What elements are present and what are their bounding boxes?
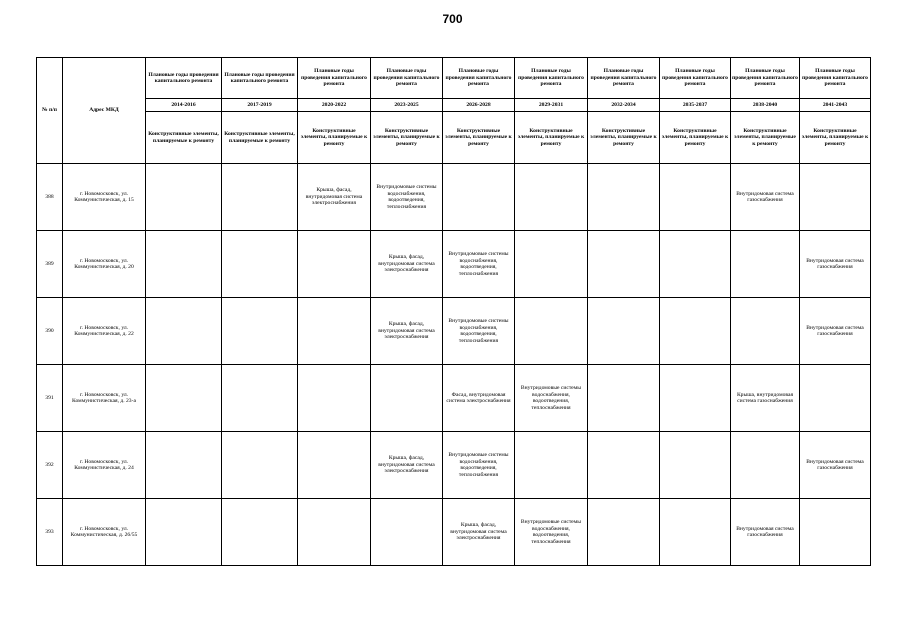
header-row-planned-years — [37, 58, 871, 99]
table-cell — [515, 231, 588, 298]
header-row-periods — [37, 99, 871, 112]
table-cell — [588, 298, 660, 365]
period-header: 2020-2022 — [298, 99, 371, 112]
elements-header: Конструктивные элементы, планируемые к ремонту — [146, 112, 222, 164]
period-header: 2026-2028 — [443, 99, 515, 112]
row-number: 393 — [37, 499, 63, 566]
planned-years-header: Плановые годы проведения капитального ремонта — [800, 58, 871, 99]
table-cell — [298, 432, 371, 499]
table-cell — [146, 365, 222, 432]
table-cell: Внутридомовая система газоснабжения — [731, 164, 800, 231]
table-cell — [222, 499, 298, 566]
planned-years-header: Плановые годы проведения капитального ремонта — [443, 58, 515, 99]
elements-header: Конструктивные элементы, планируемые к ремонту — [588, 112, 660, 164]
table-row — [37, 499, 871, 566]
table-cell — [222, 164, 298, 231]
table-row — [37, 432, 871, 499]
row-number: 392 — [37, 432, 63, 499]
table-cell — [146, 164, 222, 231]
table-cell — [515, 164, 588, 231]
row-number: 388 — [37, 164, 63, 231]
planned-years-header: Плановые годы проведения капитального ремонта — [146, 58, 222, 99]
elements-header: Конструктивные элементы, планируемые к ремонту — [443, 112, 515, 164]
row-number: 391 — [37, 365, 63, 432]
table-cell — [660, 499, 731, 566]
planned-years-header: Плановые годы проведения капитального ремонта — [298, 58, 371, 99]
table-cell: Внутридомовая система газоснабжения — [800, 298, 871, 365]
period-header: 2029-2031 — [515, 99, 588, 112]
table-cell: Фасад, внутридомовая система электроснабжения — [443, 365, 515, 432]
table-cell — [731, 432, 800, 499]
table-cell — [146, 231, 222, 298]
row-number: 390 — [37, 298, 63, 365]
row-address: г. Новомосковск, ул. Коммунистическая, д. 15 — [63, 164, 146, 231]
table-cell — [515, 432, 588, 499]
table-row — [37, 164, 871, 231]
table-cell — [371, 499, 443, 566]
planned-years-header: Плановые годы проведения капитального ремонта — [515, 58, 588, 99]
table-cell: Крыша, фасад, внутридомовая система электроснабжения — [371, 298, 443, 365]
table-cell — [443, 164, 515, 231]
planned-years-header: Плановые годы проведения капитального ремонта — [731, 58, 800, 99]
table-cell — [731, 298, 800, 365]
table-cell: Внутридомовая система газоснабжения — [800, 432, 871, 499]
table-cell: Крыша, фасад, внутридомовая система электроснабжения — [371, 432, 443, 499]
table-cell: Внутридомовые системы водоснабжения, водоотведения, теплоснабжения — [371, 164, 443, 231]
table-cell — [222, 365, 298, 432]
elements-header: Конструктивные элементы, планируемые к ремонту — [660, 112, 731, 164]
row-address: г. Новомосковск, ул. Коммунистическая, д. 20 — [63, 231, 146, 298]
elements-header: Конструктивные элементы, планируемые к ремонту — [731, 112, 800, 164]
table-cell — [146, 298, 222, 365]
elements-header: Конструктивные элементы, планируемые к ремонту — [800, 112, 871, 164]
table-cell — [660, 298, 731, 365]
elements-header: Конструктивные элементы, планируемые к ремонту — [515, 112, 588, 164]
table-row — [37, 365, 871, 432]
table-cell — [298, 231, 371, 298]
period-header: 2035-2037 — [660, 99, 731, 112]
table-cell: Крыша, фасад, внутридомовая система электроснабжения — [298, 164, 371, 231]
table-cell — [588, 432, 660, 499]
table-cell: Внутридомовые системы водоснабжения, водоотведения, теплоснабжения — [443, 432, 515, 499]
table-cell — [222, 231, 298, 298]
table-cell — [588, 499, 660, 566]
table-cell: Внутридомовые системы водоснабжения, водоотведения, теплоснабжения — [515, 365, 588, 432]
planned-years-header: Плановые годы проведения капитального ремонта — [588, 58, 660, 99]
period-header: 2017-2019 — [222, 99, 298, 112]
period-header: 2014-2016 — [146, 99, 222, 112]
elements-header: Конструктивные элементы, планируемые к ремонту — [298, 112, 371, 164]
row-address: г. Новомосковск, ул. Коммунистическая, д. 23-а — [63, 365, 146, 432]
row-address: г. Новомосковск, ул. Коммунистическая, д. 24 — [63, 432, 146, 499]
table-cell — [371, 365, 443, 432]
table-cell — [222, 298, 298, 365]
table-cell — [800, 499, 871, 566]
table-cell — [588, 164, 660, 231]
table-cell — [222, 432, 298, 499]
row-number: 389 — [37, 231, 63, 298]
column-header-number: № п/п — [37, 58, 63, 164]
table-cell: Внутридомовая система газоснабжения — [800, 231, 871, 298]
table-cell — [660, 365, 731, 432]
table-cell: Внутридомовые системы водоснабжения, водоотведения, теплоснабжения — [443, 231, 515, 298]
table-cell — [298, 365, 371, 432]
table-row — [37, 298, 871, 365]
table-cell — [298, 499, 371, 566]
header-row-elements — [37, 112, 871, 164]
table-cell — [588, 365, 660, 432]
column-header-address: Адрес МКД — [63, 58, 146, 164]
planned-years-header: Плановые годы проведения капитального ремонта — [222, 58, 298, 99]
table-cell: Крыша, фасад, внутридомовая система электроснабжения — [443, 499, 515, 566]
elements-header: Конструктивные элементы, планируемые к ремонту — [371, 112, 443, 164]
table-cell: Крыша, фасад, внутридомовая система электроснабжения — [371, 231, 443, 298]
table-cell: Крыша, внутридомовая система газоснабжения — [731, 365, 800, 432]
table-cell: Внутридомовые системы водоснабжения, водоотведения, теплоснабжения — [515, 499, 588, 566]
table-cell — [515, 298, 588, 365]
planned-years-header: Плановые годы проведения капитального ремонта — [660, 58, 731, 99]
table-cell — [146, 499, 222, 566]
table-cell: Внутридомовые системы водоснабжения, водоотведения, теплоснабжения — [443, 298, 515, 365]
table-cell — [731, 231, 800, 298]
capital-repair-table — [36, 57, 871, 566]
elements-header: Конструктивные элементы, планируемые к ремонту — [222, 112, 298, 164]
row-address: г. Новомосковск, ул. Коммунистическая, д. 22 — [63, 298, 146, 365]
table-cell — [660, 231, 731, 298]
table-cell — [660, 432, 731, 499]
table-cell — [660, 164, 731, 231]
period-header: 2038-2040 — [731, 99, 800, 112]
table-cell — [800, 365, 871, 432]
table-cell — [298, 298, 371, 365]
table-cell — [588, 231, 660, 298]
period-header: 2041-2043 — [800, 99, 871, 112]
table-cell — [146, 432, 222, 499]
planned-years-header: Плановые годы проведения капитального ремонта — [371, 58, 443, 99]
page-number: 700 — [442, 12, 463, 26]
table-cell: Внутридомовая система газоснабжения — [731, 499, 800, 566]
row-address: г. Новомосковск, ул. Коммунистическая, д. 26/55 — [63, 499, 146, 566]
table-cell — [800, 164, 871, 231]
period-header: 2032-2034 — [588, 99, 660, 112]
table-row — [37, 231, 871, 298]
period-header: 2023-2025 — [371, 99, 443, 112]
